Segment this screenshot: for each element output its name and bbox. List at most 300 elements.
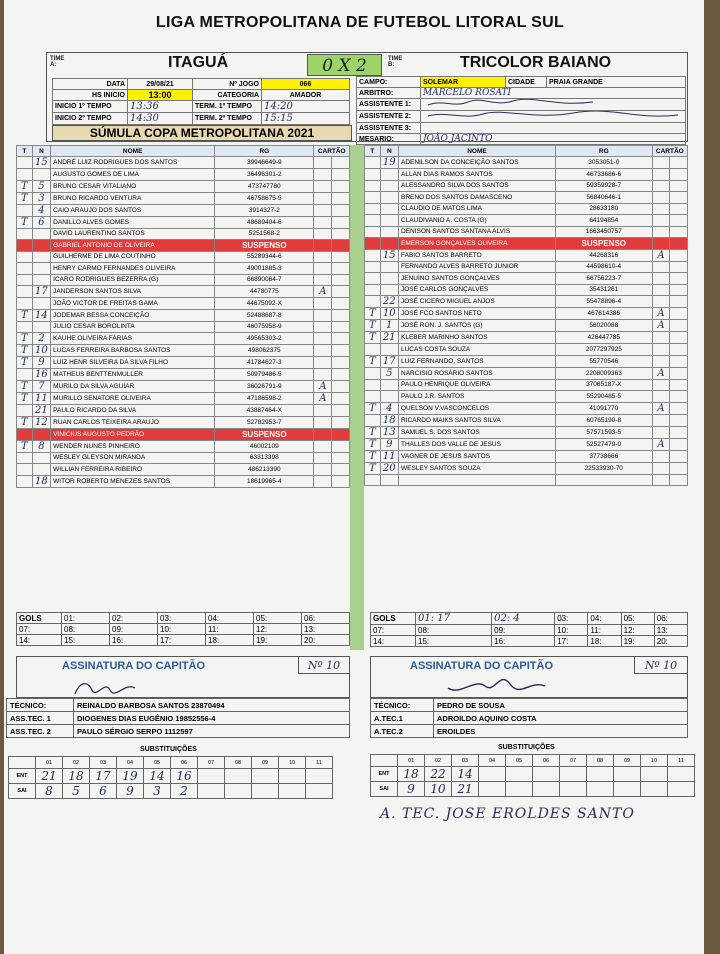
player-t: T [365,462,381,474]
subs-col: 05 [506,755,533,767]
player-t [365,215,381,227]
player-number [32,429,51,441]
card-yellow [652,332,670,344]
card-red [332,440,350,452]
player-t [365,249,381,261]
player-t [365,238,381,250]
sumula-title: SÚMULA COPA METROPOLITANA 2021 [52,125,352,141]
player-t [17,405,33,417]
card-red [332,204,350,216]
player-rg: 2208009363 [555,367,652,379]
col-cartao: CARTÃO [652,146,687,157]
sub-number [306,769,333,784]
sub-number [306,784,333,799]
player-name: MURILLO SENATORE OLIVEIRA [51,393,215,405]
player-number: 9 [380,438,398,450]
player-number: 20 [380,462,398,474]
player-row [17,405,350,417]
card-yellow [314,345,332,357]
player-t: T [365,450,381,462]
player-row [17,286,350,298]
subs-col: 11 [306,757,333,769]
player-t: T [17,381,33,393]
player-rg: SUSPENSO [555,238,652,250]
player-row [17,417,350,429]
card-red [332,251,350,263]
col-cartao: CARTÃO [314,146,350,157]
player-number [32,169,51,181]
goal-slot: 03: [158,613,206,624]
player-t [17,251,33,263]
team-b-name: TRICOLOR BAIANO [460,54,612,71]
player-rg: 44268316 [555,249,652,261]
sub-number: 21 [36,769,63,784]
player-row [365,426,688,438]
captain-left-label: ASSINATURA DO CAPITÃO [62,660,205,672]
card-red [670,215,688,227]
goal-slot: 12: [621,625,654,636]
player-name: LUCAS FERREIRA BARBOSA SANTOS [51,345,215,357]
card-red [332,393,350,405]
player-rg: 57571593-5 [555,426,652,438]
subs-row [371,782,695,797]
subs-col: 01 [36,757,63,769]
sub-number [560,782,587,797]
card-red [332,321,350,333]
player-rg: 56840646-1 [555,192,652,204]
goals-row [17,624,350,635]
card-yellow [314,369,332,381]
player-name: VINICIUS AUGUSTO PEDRÃO [51,429,215,441]
col-nome: NOME [399,146,556,157]
campo-label: CAMPO: [357,77,421,88]
player-rg: 66756223-7 [555,273,652,285]
player-name: LUIZ FERNANDO, SANTOS [399,355,556,367]
arbitro-value: MARCELO ROSATI [421,88,686,99]
player-row [365,450,688,462]
sub-number: 5 [63,784,90,799]
player-row [17,251,350,263]
player-row [365,391,688,403]
signature-scribble [423,111,683,120]
subs-col: 03 [90,757,117,769]
player-t: T [365,320,381,332]
league-title: LIGA METROPOLITANA DE FUTEBOL LITORAL SUL [155,14,565,31]
player-t: T [17,345,33,357]
subs-col: 02 [63,757,90,769]
subs-col: 04 [117,757,144,769]
goal-slot: 15: [62,635,110,646]
card-red [670,284,688,296]
card-yellow [314,298,332,310]
card-red [670,367,688,379]
goals-row [371,613,688,625]
team-a-label: TIME A: [50,56,65,68]
player-name: BRUNO RICARDO VENTURA [51,192,215,204]
sub-number [279,784,306,799]
card-yellow [652,226,670,238]
captain-left-signature [70,676,140,698]
card-red [332,464,350,476]
player-number: 11 [32,393,51,405]
sub-number [533,767,560,782]
subs-row-label: SAI [371,782,398,797]
sub-number [506,782,533,797]
player-t: T [17,180,33,192]
player-t [365,273,381,285]
team-b-staff [370,698,688,738]
subs-col: 02 [425,755,452,767]
sub-number: 21 [452,782,479,797]
player-row [17,240,350,252]
player-number [32,298,51,310]
score: 0 X 2 [322,56,367,76]
player-name: GUILHERME DE LIMA COUTINHO [51,251,215,263]
subs-col: 05 [144,757,171,769]
player-rg: SUSPENSO [215,240,314,252]
player-number: 5 [32,180,51,192]
team-a-goals [16,612,350,646]
goals-row [17,613,350,624]
player-t: T [17,192,33,204]
card-yellow: A [314,393,332,405]
player-row [365,226,688,238]
sub-number: 18 [398,767,425,782]
player-row [365,438,688,450]
player-number [380,215,398,227]
player-row [365,180,688,192]
player-number: 5 [380,367,398,379]
player-name: ALESSANDRO SILVA DOS SANTOS [399,180,556,192]
player-number: 3 [32,192,51,204]
player-t: T [365,402,381,414]
card-yellow [314,464,332,476]
card-red [332,357,350,369]
player-number: 22 [380,296,398,308]
data-value: 29/08/21 [128,79,193,90]
player-number: 11 [380,450,398,462]
goal-slot: 13: [654,625,687,636]
goal-slot: 11: [206,624,254,635]
col-n: N [32,146,51,157]
player-t [365,180,381,192]
player-number [380,192,398,204]
card-red [332,417,350,429]
player-row [17,381,350,393]
player-t [365,391,381,403]
sub-number [198,784,225,799]
team-b-roster [364,145,688,486]
card-red [670,180,688,192]
card-red [332,180,350,192]
tecnico-value: REINALDO BARBOSA SANTOS 23870494 [74,699,350,712]
goal-slot: 03: [555,613,588,625]
sub-number [225,769,252,784]
assist1-signature [421,99,686,111]
player-row [17,169,350,181]
player-name: JOSÉ CARLOS GONÇALVES [399,284,556,296]
player-number [380,169,398,181]
goals-row [371,625,688,636]
subs-corner [9,757,36,769]
player-number [380,261,398,273]
subs-left-label: SUBSTITUIÇÕES [140,746,197,753]
campo-value: SOLEMAR [421,77,506,88]
goal-slot: 06: [302,613,350,624]
player-name: MURILO DA SILVA AGUIAR [51,381,215,393]
player-name: DAVID LAURENTINO SANTOS [51,228,215,240]
goals-label: GOLS [371,613,416,625]
card-red [332,475,350,487]
score-box [307,54,382,76]
sub-number: 6 [90,784,117,799]
card-yellow [652,426,670,438]
card-yellow [314,263,332,275]
player-number: 17 [32,286,51,298]
player-number [32,274,51,286]
player-rg: 56020088 [555,320,652,332]
card-yellow [652,215,670,227]
card-red [670,402,688,414]
card-yellow [652,169,670,181]
term1-label: TERM. 1º TEMPO [193,101,262,113]
player-row [17,263,350,275]
card-yellow [314,240,332,252]
player-name: DANILLO ALVES GOMES [51,216,215,228]
card-red [332,169,350,181]
card-yellow [314,180,332,192]
card-yellow [314,216,332,228]
player-rg: 486213390 [215,464,314,476]
player-t [17,169,33,181]
player-t: T [365,426,381,438]
player-name: JOSÉ CICERO MIGUEL ANJOS [399,296,556,308]
player-number [380,180,398,192]
card-yellow [652,450,670,462]
term1-value: 14:20 [262,101,350,113]
sub-number [533,782,560,797]
card-yellow [314,452,332,464]
player-name: MATHEUS BENTTENMULLER [51,369,215,381]
player-rg: 46002109 [215,440,314,452]
mesario-label: MESARIO: [357,134,421,145]
goal-slot: 09: [492,625,555,636]
ass2-value: PAULO SÉRGIO SERPO 1112597 [74,725,350,738]
sub-number [587,767,614,782]
player-number: 8 [32,440,51,452]
player-t: T [365,355,381,367]
sub-number: 14 [144,769,171,784]
player-t [17,429,33,441]
player-rg: 36026791-9 [215,381,314,393]
goal-slot: 02: 4 [492,613,555,625]
sub-number: 9 [117,784,144,799]
player-number [380,474,398,486]
subs-col: 06 [533,755,560,767]
goal-slot: 16: [110,635,158,646]
player-rg: 47186598-2 [215,393,314,405]
card-yellow [314,228,332,240]
player-name: GABRIEL ANTONIO DE OLIVEIRA [51,240,215,252]
ass2-label: A.TEC.2 [371,725,434,738]
team-a-roster [16,145,350,488]
card-yellow: A [652,402,670,414]
subs-col: 03 [452,755,479,767]
player-rg: 37065187-X [555,379,652,391]
inicio2-value: 14:30 [128,113,193,125]
player-name: FABIO SANTOS BARRETO [399,249,556,261]
player-row [365,308,688,320]
card-yellow: A [652,367,670,379]
player-row [17,345,350,357]
subs-col: 07 [560,755,587,767]
player-row [17,429,350,441]
player-row [17,357,350,369]
player-number [380,226,398,238]
captain-left-number: Nº 10 [298,656,350,674]
player-name: JENUINO SANTOS GONÇALVES [399,273,556,285]
sub-number [641,782,668,797]
player-name: RUAN CARLOS TEIXEIRA ARAUJO [51,417,215,429]
subs-corner [371,755,398,767]
tecnico-value: PEDRO DE SOUSA [434,699,688,712]
player-rg: 50979486-5 [215,369,314,381]
player-t [17,369,33,381]
player-name: BRENO DOS SANTOS DAMASCENO [399,192,556,204]
subs-col: 06 [171,757,198,769]
player-row [365,169,688,181]
goal-slot: 20: [302,635,350,646]
player-rg: 48689404-6 [215,216,314,228]
player-name: QUELSON V.VASCONCELOS [399,402,556,414]
player-t [365,379,381,391]
player-number: 21 [32,405,51,417]
team-b-goals [370,612,688,647]
player-rg: 39946649-9 [215,157,314,169]
sub-number: 9 [398,782,425,797]
player-rg: 55289344-6 [215,251,314,263]
player-number: 2 [32,333,51,345]
subs-row-label: ENT [9,769,36,784]
captain-right-label: ASSINATURA DO CAPITÃO [410,660,553,672]
player-t [365,203,381,215]
mesario-value: JOÃO JACINTO [421,134,686,145]
sub-number: 8 [36,784,63,799]
goal-slot: 11: [588,625,621,636]
card-yellow [314,417,332,429]
sub-number: 14 [452,767,479,782]
card-yellow [314,429,332,441]
ass1-label: A.TEC.1 [371,712,434,725]
player-row [17,475,350,487]
player-rg: 41784627-3 [215,357,314,369]
player-rg: 498062375 [215,345,314,357]
player-row [365,238,688,250]
sub-number: 19 [117,769,144,784]
card-yellow: A [652,308,670,320]
card-yellow [652,192,670,204]
player-row [365,474,688,486]
card-red [670,296,688,308]
card-yellow [652,344,670,356]
goal-slot: 08: [416,625,492,636]
categoria-label: CATEGORIA [193,90,262,101]
player-name: JOÃO VICTOR DE FREITAS GAMA [51,298,215,310]
team-a-substitutions [8,756,333,799]
player-rg: 35431261 [555,284,652,296]
subs-row [9,784,333,799]
card-red [332,192,350,204]
player-t [365,414,381,426]
player-row [365,261,688,273]
goal-slot: 14: [371,636,416,647]
player-rg: 44780775 [215,286,314,298]
subs-col: 08 [587,755,614,767]
card-red [670,426,688,438]
player-name: ICARO RODRIGUES BEZERRA (G) [51,274,215,286]
player-rg: 52782953-7 [215,417,314,429]
card-red [332,429,350,441]
player-number: 18 [32,475,51,487]
player-name: ALLAN DIAS RAMOS SANTOS [399,169,556,181]
goal-slot: 04: [206,613,254,624]
card-yellow: A [652,249,670,261]
player-t [17,286,33,298]
assist3-value [421,123,686,134]
card-red [332,309,350,321]
card-yellow [652,157,670,169]
player-row [17,440,350,452]
player-t [365,367,381,379]
player-name: WESLEY GLEYSON MIRANDA [51,452,215,464]
player-rg: 41091770 [555,402,652,414]
player-t: T [365,308,381,320]
card-red [332,263,350,275]
player-name: RICARDO MAIKS SANTOS SILVA [399,414,556,426]
card-red [670,203,688,215]
sub-number [479,767,506,782]
goal-slot: 09: [110,624,158,635]
card-yellow [314,321,332,333]
card-red [670,344,688,356]
player-number [32,240,51,252]
card-red [670,273,688,285]
card-yellow [652,203,670,215]
col-n: N [380,146,398,157]
col-rg: RG [215,146,314,157]
player-rg: 52527479-0 [555,438,652,450]
player-row [365,332,688,344]
col-t: T [365,146,381,157]
player-t: T [17,333,33,345]
player-number: 7 [32,381,51,393]
player-number: 10 [32,345,51,357]
player-name: NARCISIO ROSÁRIO SANTOS [399,367,556,379]
sub-number [668,782,695,797]
card-yellow [652,296,670,308]
goal-slot: 18: [206,635,254,646]
card-yellow [314,251,332,263]
goals-row [17,635,350,646]
sub-number [668,767,695,782]
player-name: KLEBER MARINHO SANTOS [399,332,556,344]
footnote-handwritten: A. TEC. JOSE EROLDES SANTO [380,806,635,822]
player-row [365,355,688,367]
player-t [17,204,33,216]
captain-right-signature [440,668,550,698]
player-t [17,228,33,240]
player-number [380,344,398,356]
